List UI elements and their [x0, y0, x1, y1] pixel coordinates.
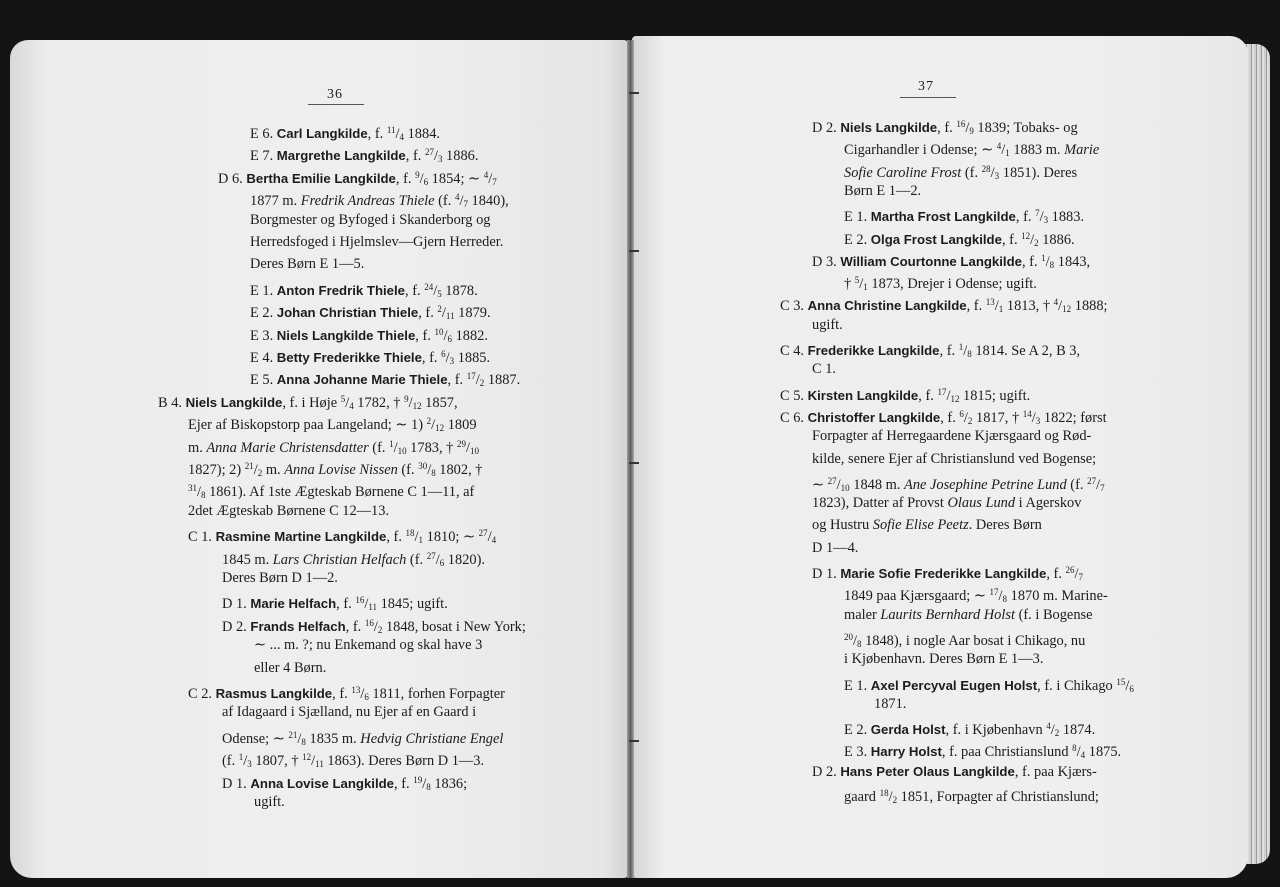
text-line: Borgmester og Byfoged i Skanderborg og [250, 211, 491, 228]
text-line: eller 4 Børn. [254, 659, 327, 676]
text-line: 1827); 2) $^{21}/_2$ m. Anna Lovise Nissen (f. $^{30}/_8$ 1802, † [188, 461, 483, 478]
text-line: D 1. Marie Sofie Frederikke Langkilde, f. $^{26}/_7$ [812, 565, 1084, 582]
text-line: i Kjøbenhavn. Deres Børn E 1—3. [844, 651, 1044, 668]
text-line: af Idagaard i Sjælland, nu Ejer af en Gaard i [222, 704, 477, 721]
text-line: 2det Ægteskab Børnene C 12—13. [188, 502, 390, 519]
text-line: D 1. Anna Lovise Langkilde, f. $^{19}/_8$ 1836; [222, 774, 468, 792]
text-line: D 2. Frands Helfach, f. $^{16}/_2$ 1848, bosat i New York; [222, 617, 526, 635]
text-line: E 2. Johan Christian Thiele, f. $^2/_{11}$ 1879. [250, 304, 491, 322]
text-line: C 1. [812, 361, 836, 378]
text-line: kilde, senere Ejer af Christianslund ved Bogense; [812, 450, 1097, 467]
text-line: 1823), Datter af Provst Olaus Lund i Agerskov [812, 495, 1082, 512]
binding-stitch [629, 462, 639, 464]
text-line: ugift. [254, 794, 285, 810]
text-line: D 2. Niels Langkilde, f. $^{16}/_9$ 1839; Tobaks- og [812, 119, 1078, 136]
text-line: E 4. Betty Frederikke Thiele, f. $^6/_3$ 1885. [250, 349, 491, 366]
text-line: Herredsfoged i Hjelmslev—Gjern Herreder. [250, 234, 504, 250]
binding-stitch [629, 250, 639, 252]
text-line: E 1. Axel Percyval Eugen Holst, f. i Chikago $^{15}/_6$ [844, 676, 1134, 694]
text-line: E 2. Gerda Holst, f. i Kjøbenhavn $^4/_2$ 1874. [844, 721, 1096, 739]
text-line: $^{31}/_8$ 1861). Af 1ste Ægteskab Børnene C 1—11, af [188, 483, 475, 501]
text-line: Forpagter af Herregaardene Kjærsgaard og Rød- [812, 428, 1092, 445]
text-line: Cigarhandler i Odense; ∼ $^4/_1$ 1883 m. Marie [844, 141, 1100, 159]
text-line: E 1. Anton Fredrik Thiele, f. $^{24}/_5$ 1878. [250, 281, 478, 299]
text-line: D 6. Bertha Emilie Langkilde, f. $^9/_6$ 1854; ∼ $^4/_7$ [218, 169, 497, 187]
text-line: Deres Børn E 1—5. [250, 256, 365, 273]
text-line: 1849 paa Kjærsgaard; ∼ $^{17}/_8$ 1870 m. Marine- [844, 587, 1108, 605]
text-line: E 7. Margrethe Langkilde, f. $^{27}/_3$ 1886. [250, 147, 479, 165]
text-line: E 2. Olga Frost Langkilde, f. $^{12}/_2$ 1886. [844, 230, 1075, 248]
page-number-right: 37 [918, 79, 934, 94]
text-line: C 3. Anna Christine Langkilde, f. $^{13}/_1$ 1813, † $^4/_{12}$ 1888; [780, 297, 1108, 315]
text-line: gaard $^{18}/_2$ 1851, Forpagter af Christianslund; [844, 788, 1099, 805]
text-line: † $^5/_1$ 1873, Drejer i Odense; ugift. [844, 275, 1037, 293]
text-line: D 1—4. [812, 539, 859, 556]
text-line: E 3. Niels Langkilde Thiele, f. $^{10}/_6$ 1882. [250, 326, 488, 344]
text-line: E 1. Martha Frost Langkilde, f. $^7/_3$ 1883. [844, 208, 1085, 226]
page-number-rule-left [308, 104, 364, 105]
text-line: Deres Børn D 1—2. [222, 570, 338, 586]
text-line: C 4. Frederikke Langkilde, f. $^1/_8$ 1814. Se A 2, B 3, [780, 342, 1081, 359]
text-line: E 6. Carl Langkilde, f. $^{11}/_4$ 1884. [250, 125, 440, 142]
text-line: C 1. Rasmine Martine Langkilde, f. $^{18}/_1$ 1810; ∼ $^{27}/_4$ [188, 528, 497, 546]
text-line: ∼ $^{27}/_{10}$ 1848 m. Ane Josephine Petrine Lund (f. $^{27}/_7$ [812, 475, 1105, 493]
text-line: D 3. William Courtonne Langkilde, f. $^1/_8$ 1843, [812, 252, 1091, 270]
text-line: 1845 m. Lars Christian Helfach (f. $^{27}/_6$ 1820). [222, 550, 485, 568]
text-line: Ejer af Biskopstorp paa Langeland; ∼ 1) $^2/_{12}$ 1809 [188, 416, 477, 434]
text-line: E 5. Anna Johanne Marie Thiele, f. $^{17}/_2$ 1887. [250, 371, 521, 389]
binding-stitch [629, 740, 639, 742]
text-line: D 1. Marie Helfach, f. $^{16}/_{11}$ 1845; ugift. [222, 595, 448, 613]
text-line: 1877 m. Fredrik Andreas Thiele (f. $^4/_7$ 1840), [250, 192, 509, 210]
page-number-rule-right [900, 97, 956, 98]
text-line: B 4. Niels Langkilde, f. i Høje $^5/_4$ 1782, † $^9/_{12}$ 1857, [158, 393, 458, 411]
text-line: C 2. Rasmus Langkilde, f. $^{13}/_6$ 1811, forhen Forpagter [188, 685, 505, 702]
page-number-left: 36 [327, 87, 343, 102]
text-line: Børn E 1—2. [844, 182, 922, 199]
text-line: D 2. Hans Peter Olaus Langkilde, f. paa Kjærs- [812, 763, 1097, 780]
text-line: ∼ ... m. ?; nu Enkemand og skal have 3 [254, 637, 483, 654]
text-line: C 5. Kirsten Langkilde, f. $^{17}/_{12}$ 1815; ugift. [780, 386, 1031, 404]
text-line: maler Laurits Bernhard Holst (f. i Bogense [844, 606, 1093, 623]
text-line: ugift. [812, 316, 843, 333]
text-line: Sofie Caroline Frost (f. $^{28}/_3$ 1851). Deres [844, 163, 1078, 181]
text-line: m. Anna Marie Christensdatter (f. $^1/_{10}$ 1783, † $^{29}/_{10}$ [188, 438, 479, 456]
text-line: E 3. Harry Holst, f. paa Christianslund $^8/_4$ 1875. [844, 743, 1122, 761]
text-line: $^{20}/_8$ 1848), i nogle Aar bosat i Chikago, nu [844, 631, 1086, 649]
text-line: (f. $^1/_3$ 1807, † $^{12}/_{11}$ 1863). Deres Børn D 1—3. [222, 752, 485, 770]
book-spine [627, 40, 634, 878]
text-line: 1871. [874, 695, 907, 712]
binding-stitch [629, 92, 639, 94]
text-line: og Hustru Sofie Elise Peetz. Deres Børn [812, 517, 1042, 534]
text-line: Odense; ∼ $^{21}/_8$ 1835 m. Hedvig Christiane Engel [222, 729, 504, 747]
text-line: C 6. Christoffer Langkilde, f. $^6/_2$ 1817, † $^{14}/_3$ 1822; først [780, 408, 1107, 426]
